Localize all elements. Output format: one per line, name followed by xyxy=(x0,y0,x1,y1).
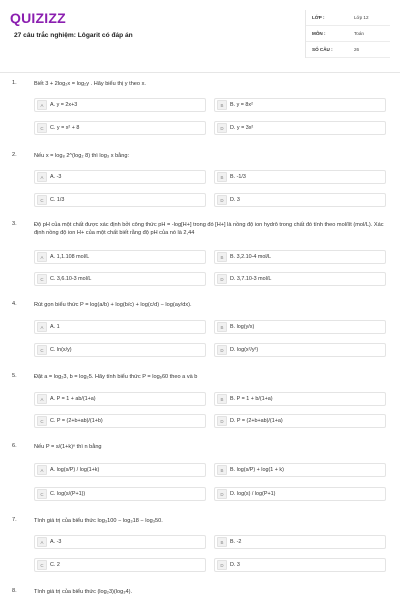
option-text: A. log(s/P) / log(1+k) xyxy=(50,467,100,473)
question-text: Biết 3 + 2log₂x = log₂y . Hãy biểu thị y theo x. xyxy=(34,81,146,87)
option-b[interactable] xyxy=(214,170,386,184)
option-text: D. P = (2+b+ab)/(1+a) xyxy=(230,418,283,424)
option-b[interactable] xyxy=(214,392,386,406)
question-number: 3. xyxy=(12,221,17,227)
option-letter: A xyxy=(37,172,47,182)
option-letter: D xyxy=(217,345,227,355)
question-text: Nếu P = s/(1+k)ⁿ thì n bằng xyxy=(34,444,102,450)
option-letter: B xyxy=(217,465,227,475)
option-text: D. 3,7.10-3 mol/L xyxy=(230,276,272,282)
question-text: Đặt a = log₂3, b = log₂5. Hãy tính biểu thức P = log₆60 theo a và b xyxy=(34,374,198,380)
option-text: C. y = x² + 8 xyxy=(50,125,80,131)
option-d[interactable] xyxy=(214,414,386,428)
option-letter: A xyxy=(37,252,47,262)
option-d[interactable] xyxy=(214,193,386,207)
option-text: A. 1 xyxy=(50,324,60,330)
option-text: B. y = 8x² xyxy=(230,102,253,108)
option-letter: B xyxy=(217,172,227,182)
option-text: A. y = 2x+3 xyxy=(50,102,78,108)
option-text: B. P = 1 + b/(1+a) xyxy=(230,396,273,402)
option-letter: C xyxy=(37,416,47,426)
quiz-header xyxy=(0,0,400,73)
option-d[interactable] xyxy=(214,272,386,286)
option-b[interactable] xyxy=(214,250,386,264)
meta-row-grade xyxy=(306,10,390,26)
option-letter: C xyxy=(37,489,47,499)
option-text: D. log(s) / log(P+1) xyxy=(230,491,276,497)
option-text: A. 1,1.108 mol/L xyxy=(50,254,90,260)
option-a[interactable] xyxy=(34,170,206,184)
option-letter: C xyxy=(37,195,47,205)
option-text: B. 3,2.10-4 mol/L xyxy=(230,254,272,260)
option-text: D. 3 xyxy=(230,197,240,203)
option-a[interactable] xyxy=(34,463,206,477)
option-a[interactable] xyxy=(34,392,206,406)
option-c[interactable] xyxy=(34,414,206,428)
option-c[interactable] xyxy=(34,193,206,207)
option-text: A. -3 xyxy=(50,174,62,180)
meta-value: 26 xyxy=(354,47,360,52)
question-number: 8. xyxy=(12,588,17,594)
option-text: D. 3 xyxy=(230,562,240,568)
meta-label: MÔN : xyxy=(312,31,326,36)
option-text: C. P = (2+b+ab)/(1+b) xyxy=(50,418,103,424)
option-c[interactable] xyxy=(34,558,206,572)
option-text: C. 1/3 xyxy=(50,197,65,203)
option-letter: D xyxy=(217,489,227,499)
option-letter: A xyxy=(37,537,47,547)
option-letter: B xyxy=(217,322,227,332)
option-letter: A xyxy=(37,465,47,475)
option-c[interactable] xyxy=(34,272,206,286)
option-letter: D xyxy=(217,123,227,133)
meta-label: LỚP : xyxy=(312,15,325,20)
option-text: D. log(x²/y²) xyxy=(230,347,259,353)
option-letter: D xyxy=(217,195,227,205)
option-text: C. ln(x/y) xyxy=(50,347,72,353)
option-text: B. log(s/P) + log(1 + k) xyxy=(230,467,284,473)
option-b[interactable] xyxy=(214,463,386,477)
option-text: D. y = 3x² xyxy=(230,125,254,131)
option-d[interactable] xyxy=(214,487,386,501)
question-text: Tính giá trị của biểu thức log₃100 − log₃18 − log₃50. xyxy=(34,518,163,524)
question-number: 6. xyxy=(12,443,17,449)
question-number: 1. xyxy=(12,80,17,86)
option-letter: B xyxy=(217,252,227,262)
option-d[interactable] xyxy=(214,343,386,357)
option-a[interactable] xyxy=(34,250,206,264)
quiz-title: 27 câu trắc nghiệm: Lôgarit có đáp án xyxy=(14,32,133,39)
meta-row-subject xyxy=(306,26,390,42)
meta-row-count xyxy=(306,42,390,58)
option-text: C. 3,6.10-3 mol/L xyxy=(50,276,92,282)
option-d[interactable] xyxy=(214,121,386,135)
option-b[interactable] xyxy=(214,98,386,112)
option-text: A. -3 xyxy=(50,539,62,545)
option-c[interactable] xyxy=(34,121,206,135)
option-c[interactable] xyxy=(34,487,206,501)
option-c[interactable] xyxy=(34,343,206,357)
question-text: Tính giá trị của biểu thức (log₂3)(log₃4). xyxy=(34,589,133,595)
option-letter: D xyxy=(217,274,227,284)
option-text: B. -2 xyxy=(230,539,242,545)
option-text: C. log(s/(P+1)) xyxy=(50,491,86,497)
option-letter: A xyxy=(37,322,47,332)
question-number: 5. xyxy=(12,373,17,379)
question-text: Rút gọn biểu thức P = log(a/b) + log(b/c) + log(c/d) − log(ay/dx). xyxy=(34,302,192,308)
option-letter: D xyxy=(217,416,227,426)
meta-value: Lớp 12 xyxy=(354,15,369,20)
question-number: 2. xyxy=(12,152,17,158)
meta-value: Toán xyxy=(354,31,364,36)
option-text: B. log(y/x) xyxy=(230,324,255,330)
option-letter: B xyxy=(217,100,227,110)
option-a[interactable] xyxy=(34,320,206,334)
option-letter: A xyxy=(37,100,47,110)
option-letter: C xyxy=(37,274,47,284)
option-d[interactable] xyxy=(214,558,386,572)
option-letter: A xyxy=(37,394,47,404)
option-letter: C xyxy=(37,345,47,355)
option-letter: B xyxy=(217,394,227,404)
question-number: 4. xyxy=(12,301,17,307)
option-a[interactable] xyxy=(34,98,206,112)
option-b[interactable] xyxy=(214,320,386,334)
option-b[interactable] xyxy=(214,535,386,549)
quiz-meta-table xyxy=(305,10,390,58)
option-a[interactable] xyxy=(34,535,206,549)
quizizz-logo[interactable]: QUIZIZZ xyxy=(10,10,66,26)
option-text: B. -1/3 xyxy=(230,174,246,180)
option-text: C. 2 xyxy=(50,562,60,568)
question-number: 7. xyxy=(12,517,17,523)
meta-label: SỐ CÂU : xyxy=(312,47,333,52)
option-letter: C xyxy=(37,123,47,133)
option-text: A. P = 1 + ab/(1+a) xyxy=(50,396,96,402)
option-letter: B xyxy=(217,537,227,547)
question-text: Nếu x = log₈ 2^(log₂ 8) thì log₃ x bằng: xyxy=(34,153,130,159)
option-letter: C xyxy=(37,560,47,570)
option-letter: D xyxy=(217,560,227,570)
question-text: Độ pH của một chất được xác định bởi công thức pH = -log[H+] trong đó [H+] là nồng độ ion hydrô trong chất đó tính theo mol/lít (mol/L). Xác định nồng độ ion H+ của một chất biết rằng độ pH của nó là 2,44 xyxy=(34,222,384,236)
